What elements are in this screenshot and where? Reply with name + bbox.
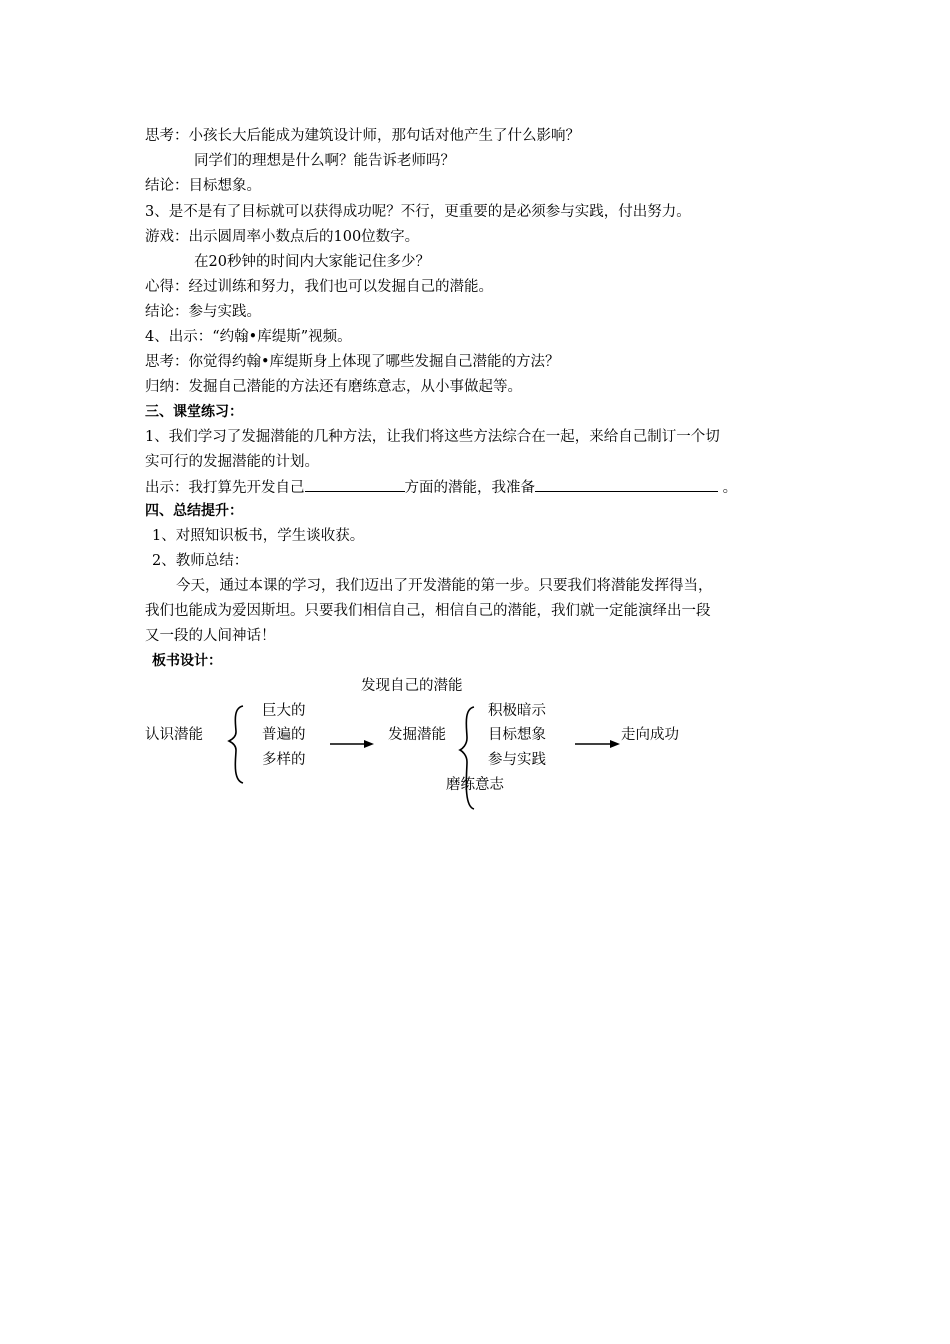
board-item: 积极暗示 bbox=[488, 703, 546, 719]
text-line: 结论：目标想象。 bbox=[145, 178, 261, 194]
fill-in-middle: 方面的潜能，我准备 bbox=[404, 480, 535, 496]
text-line: 2、教师总结： bbox=[152, 553, 249, 569]
board-left-label: 认识潜能 bbox=[145, 727, 203, 743]
text-line: 思考：你觉得约翰•库缇斯身上体现了哪些发掘自己潜能的方法？ bbox=[145, 354, 560, 370]
text-line: 思考：小孩长大后能成为建筑设计师，那句话对他产生了什么影响？ bbox=[145, 128, 580, 144]
board-item: 目标想象 bbox=[488, 727, 546, 743]
board-right-label: 走向成功 bbox=[621, 727, 679, 743]
text-line: 3、是不是有了目标就可以获得成功呢？不行，更重要的是必须参与实践，付出努力。 bbox=[145, 204, 691, 220]
board-item: 多样的 bbox=[262, 752, 306, 768]
arrow-2 bbox=[575, 740, 620, 748]
text-line: 在20秒钟的时间内大家能记住多少？ bbox=[194, 254, 430, 270]
text-line: 游戏：出示圆周率小数点后的100位数字。 bbox=[145, 229, 420, 245]
arrow-1 bbox=[330, 740, 374, 748]
text-line: 今天，通过本课的学习，我们迈出了开发潜能的第一步。只要我们将潜能发挥得当， bbox=[176, 578, 713, 594]
text-line: 我们也能成为爱因斯坦。只要我们相信自己，相信自己的潜能，我们就一定能演绎出一段 bbox=[145, 603, 711, 619]
left-brace-1 bbox=[229, 706, 243, 783]
fill-in-prefix: 出示：我打算先开发自己 bbox=[145, 480, 305, 496]
text-line: 结论：参与实践。 bbox=[145, 304, 261, 320]
text-line: 归纳：发掘自己潜能的方法还有磨练意志，从小事做起等。 bbox=[145, 379, 522, 395]
text-line: 心得：经过训练和努力，我们也可以发掘自己的潜能。 bbox=[145, 279, 493, 295]
board-title: 发现自己的潜能 bbox=[361, 678, 463, 694]
text-line: 1、对照知识板书，学生谈收获。 bbox=[152, 528, 365, 544]
board-middle-label: 发掘潜能 bbox=[388, 727, 446, 743]
section-heading: 四、总结提升： bbox=[145, 503, 243, 519]
left-brace-2 bbox=[460, 707, 474, 809]
board-item: 普遍的 bbox=[262, 727, 306, 743]
fill-in-suffix: 。 bbox=[718, 480, 738, 496]
board-item: 参与实践 bbox=[488, 752, 546, 768]
section-heading: 三、课堂练习： bbox=[145, 404, 243, 420]
board-design-heading: 板书设计： bbox=[152, 653, 222, 669]
text-line: 实可行的发掘潜能的计划。 bbox=[145, 454, 319, 470]
text-line: 又一段的人间神话！ bbox=[145, 628, 276, 644]
text-line: 4、出示：“约翰•库缇斯”视频。 bbox=[145, 329, 352, 345]
board-item-extra: 磨练意志 bbox=[446, 777, 504, 793]
board-item: 巨大的 bbox=[262, 703, 306, 719]
text-line: 1、我们学习了发掘潜能的几种方法，让我们将这些方法综合在一起，来给自己制订一个切 bbox=[145, 429, 720, 445]
text-line: 同学们的理想是什么啊？能告诉老师吗？ bbox=[194, 153, 455, 169]
